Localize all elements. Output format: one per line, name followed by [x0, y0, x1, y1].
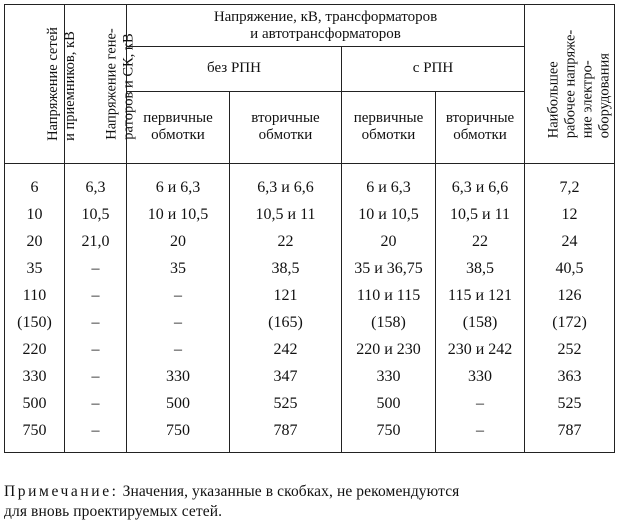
- cell: 38,5: [230, 255, 342, 282]
- cell: (158): [342, 309, 436, 336]
- cell: 22: [436, 228, 525, 255]
- cell: 330: [127, 363, 230, 390]
- table-row: [5, 228, 615, 255]
- header-transformer-voltage-line1: Напряжение, кВ, трансформаторов: [213, 8, 438, 25]
- cell: 252: [525, 336, 615, 363]
- cell: –: [65, 336, 127, 363]
- cell: 220: [5, 336, 65, 363]
- cell: 35: [127, 255, 230, 282]
- cell: –: [65, 390, 127, 417]
- cell: 330: [5, 363, 65, 390]
- cell: –: [436, 390, 525, 417]
- cell: 525: [230, 390, 342, 417]
- cell: 500: [342, 390, 436, 417]
- table-row: [5, 201, 615, 228]
- table-row: [5, 417, 615, 453]
- table-note: [4, 482, 616, 522]
- cell: 10,5 и 11: [436, 201, 525, 228]
- cell: (165): [230, 309, 342, 336]
- cell: 750: [342, 417, 436, 453]
- header-with-rpn: с РПН: [342, 47, 525, 91]
- header-without-rpn: без РПН: [127, 47, 342, 91]
- cell: 363: [525, 363, 615, 390]
- cell: 525: [525, 390, 615, 417]
- header-primary-no-rpn-line1: первичные: [143, 110, 213, 127]
- cell: –: [436, 417, 525, 453]
- voltage-table: [4, 4, 615, 453]
- header-network-voltage-line2: и приемников, кВ: [61, 31, 78, 141]
- cell: 330: [342, 363, 436, 390]
- cell: 230 и 242: [436, 336, 525, 363]
- header-secondary-rpn-line2: обмотки: [453, 127, 507, 144]
- cell: 787: [525, 417, 615, 453]
- cell: 6: [5, 164, 65, 202]
- cell: 20: [5, 228, 65, 255]
- table-row: [5, 336, 615, 363]
- cell: 750: [5, 417, 65, 453]
- cell: –: [127, 336, 230, 363]
- header-secondary-no-rpn-line2: обмотки: [258, 127, 313, 144]
- table-row: [5, 164, 615, 202]
- header-transformer-voltage-line2: и автотрансформаторов: [250, 25, 401, 42]
- note-line1: [4, 482, 616, 502]
- table-row: [5, 309, 615, 336]
- cell: 347: [230, 363, 342, 390]
- header-network-voltage-line1: Напряжение сетей: [44, 27, 61, 141]
- cell: 242: [230, 336, 342, 363]
- cell: 10: [5, 201, 65, 228]
- cell: 38,5: [436, 255, 525, 282]
- header-max-voltage-line1: Наибольшее: [545, 61, 562, 139]
- cell: 6 и 6,3: [127, 164, 230, 202]
- note-text-line2: для вновь проектируемых сетей.: [4, 503, 223, 520]
- cell: 330: [436, 363, 525, 390]
- header-max-voltage-line3: ние электро-: [579, 60, 596, 139]
- cell: 10,5 и 11: [230, 201, 342, 228]
- header-max-voltage-line4: оборудования: [596, 53, 613, 139]
- cell: 20: [342, 228, 436, 255]
- note-text-line1: Значения, указанные в скобках, не рекомендуются: [122, 483, 460, 500]
- cell: 40,5: [525, 255, 615, 282]
- header-secondary-rpn-line1: вторичные: [445, 110, 515, 127]
- cell: 110: [5, 282, 65, 309]
- cell: 35: [5, 255, 65, 282]
- header-transformer-voltage: [127, 5, 525, 47]
- cell: –: [127, 309, 230, 336]
- header-generator-voltage-line2: раторов и СК, кВ: [120, 33, 137, 140]
- cell: –: [65, 309, 127, 336]
- header-max-operating-voltage: [525, 5, 615, 164]
- header-primary-rpn: [342, 91, 436, 163]
- header-max-voltage-line2: рабочее напряже-: [562, 29, 579, 139]
- cell: 12: [525, 201, 615, 228]
- cell: 6,3: [65, 164, 127, 202]
- header-primary-no-rpn: [127, 91, 230, 163]
- header-primary-rpn-line1: первичные: [353, 110, 424, 127]
- cell: –: [65, 282, 127, 309]
- cell: 787: [230, 417, 342, 453]
- table-row: [5, 282, 615, 309]
- cell: 220 и 230: [342, 336, 436, 363]
- header-primary-rpn-line2: обмотки: [361, 127, 416, 144]
- cell: (158): [436, 309, 525, 336]
- cell: 6,3 и 6,6: [230, 164, 342, 202]
- header-secondary-no-rpn-line1: вторичные: [251, 110, 320, 127]
- header-generator-voltage-line1: Напряжение гене-: [103, 28, 120, 140]
- cell: 500: [5, 390, 65, 417]
- header-primary-no-rpn-line2: обмотки: [151, 127, 205, 144]
- cell: (172): [525, 309, 615, 336]
- cell: –: [65, 255, 127, 282]
- header-secondary-rpn: [436, 91, 525, 163]
- header-network-voltage: [5, 5, 78, 164]
- table-row: [5, 255, 615, 282]
- cell: –: [127, 282, 230, 309]
- cell: 126: [525, 282, 615, 309]
- cell: 10 и 10,5: [342, 201, 436, 228]
- cell: 750: [127, 417, 230, 453]
- table-row: [5, 390, 615, 417]
- cell: 121: [230, 282, 342, 309]
- cell: (150): [5, 309, 65, 336]
- cell: 21,0: [65, 228, 127, 255]
- cell: 6,3 и 6,6: [436, 164, 525, 202]
- table-body: [5, 164, 615, 453]
- cell: 6 и 6,3: [342, 164, 436, 202]
- cell: 22: [230, 228, 342, 255]
- cell: 35 и 36,75: [342, 255, 436, 282]
- cell: 500: [127, 390, 230, 417]
- note-label: Примечание:: [4, 483, 119, 500]
- cell: 7,2: [525, 164, 615, 202]
- cell: 10,5: [65, 201, 127, 228]
- cell: 20: [127, 228, 230, 255]
- cell: 10 и 10,5: [127, 201, 230, 228]
- cell: 115 и 121: [436, 282, 525, 309]
- cell: 110 и 115: [342, 282, 436, 309]
- table-row: [5, 363, 615, 390]
- cell: –: [65, 417, 127, 453]
- cell: 24: [525, 228, 615, 255]
- cell: –: [65, 363, 127, 390]
- header-secondary-no-rpn: [230, 91, 342, 163]
